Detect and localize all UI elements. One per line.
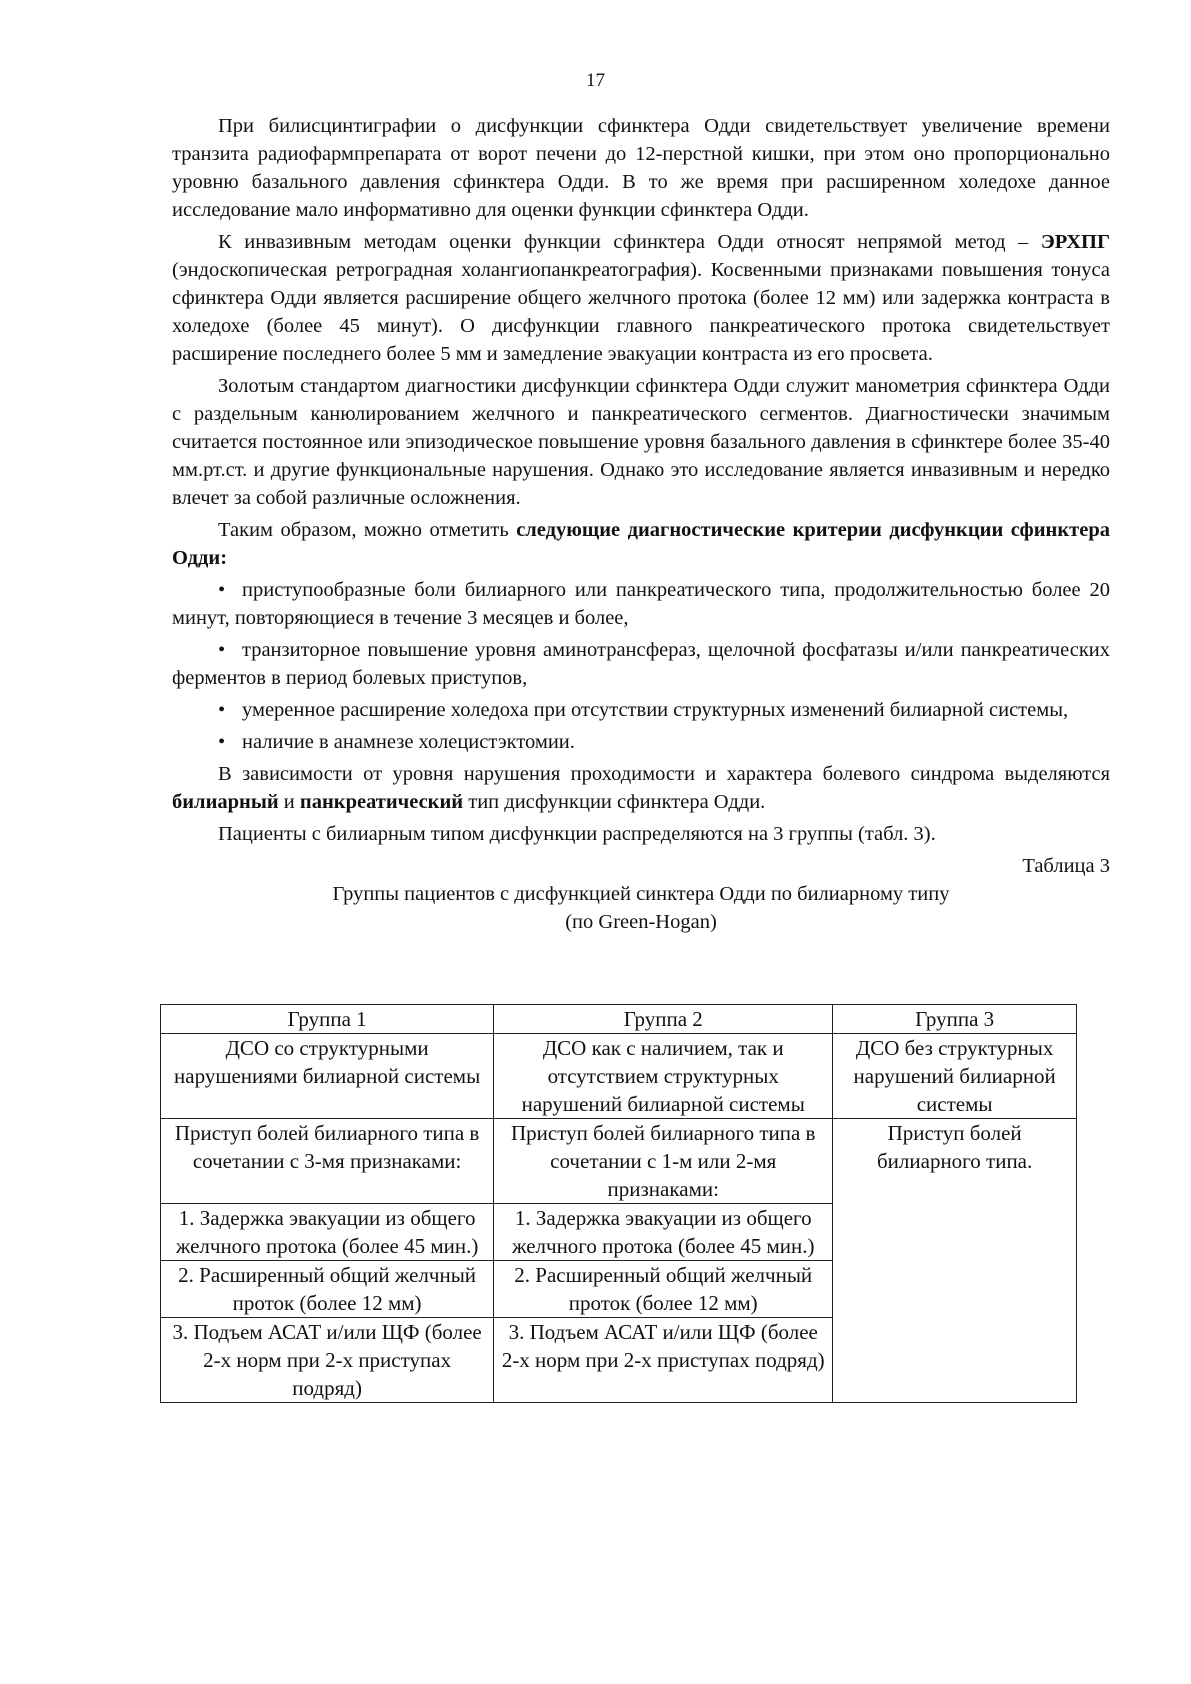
ercp-term: ЭРХПГ — [1040, 231, 1110, 253]
table-row — [161, 1119, 1077, 1204]
list-item — [172, 728, 1110, 756]
paragraph-groups: Пациенты с билиарным типом дисфункции распределяются на 3 группы (табл. 3). — [218, 823, 936, 845]
paragraph-types-b: тип дисфункции сфинктера Одди. — [468, 791, 766, 813]
table-cell: 2. Расширенный общий желчный проток (более 12 мм) — [494, 1261, 833, 1318]
table-cell: 1. Задержка эвакуации из общего желчного протока (более 45 мин.) — [494, 1204, 833, 1261]
biliary-term: билиарный — [172, 791, 279, 813]
table-cell: 3. Подъем АСАТ и/или ЩФ (более 2-х норм при 2-х приступах подряд) — [494, 1318, 833, 1403]
header-group-3: Группа 3 — [833, 1005, 1077, 1034]
bullet-icon: • — [218, 639, 226, 661]
and-word: и — [283, 791, 295, 813]
paragraph-criteria — [172, 516, 1110, 572]
table-cell: ДСО без структурных нарушений билиарной системы — [833, 1034, 1077, 1119]
table-cell: Приступ болей билиарного типа в сочетании с 3-мя признаками: — [161, 1119, 494, 1204]
bullet-text: наличие в анамнезе холецистэктомии. — [242, 731, 575, 753]
bullet-icon: • — [218, 699, 226, 721]
bullet-text: приступообразные боли билиарного или панкреатического типа, продолжительностью более 20 минут, повторяющиеся в течение 3 месяцев и более, — [172, 579, 1110, 629]
table-row — [161, 1034, 1077, 1119]
pancreatic-term: панкреатический — [299, 791, 464, 813]
bullet-text: транзиторное повышение уровня аминотрансфераз, щелочной фосфатазы и/или панкреатических ферментов в период болевых приступов, — [172, 639, 1110, 689]
table-header-row — [161, 1005, 1077, 1034]
table-cell: 1. Задержка эвакуации из общего желчного протока (более 45 мин.) — [161, 1204, 494, 1261]
paragraph-invasive — [172, 228, 1110, 368]
table-cell: Приступ болей билиарного типа в сочетании с 1-м или 2-мя признаками: — [494, 1119, 833, 1204]
paragraph-invasive-b: (эндоскопическая ретроградная холангиопанкреатография). Косвенными признаками повышения тонуса сфинктера Одди является расширение общего желчного протока (более 12 мм) или задержка контраста в холедохе (более 45 минут). О дисфункции главного панкреатического протока свидетельствует расширение последнего более 5 мм и замедление эвакуации контраста из его просвета. — [172, 259, 1110, 365]
groups-table — [160, 1004, 1077, 1403]
table-caption: Таблица 3 — [1022, 855, 1110, 877]
list-item — [172, 696, 1110, 724]
table-subtitle: (по Green-Hogan) — [565, 911, 717, 933]
table-cell: ДСО как с наличием, так и отсутствием структурных нарушений билиарной системы — [494, 1034, 833, 1119]
table-cell: ДСО со структурными нарушениями билиарной системы — [161, 1034, 494, 1119]
paragraph-criteria-a: Таким образом, можно отметить — [218, 519, 509, 541]
paragraph-bilisc: При билисцинтиграфии о дисфункции сфинктера Одди свидетельствует увеличение времени транзита радиофармпрепарата от ворот печени до 12-перстной кишки, при этом оно пропорционально уровню базального давления сфинктера Одди. В то же время при расширенном холедохе данное исследование мало информативно для оценки функции сфинктера Одди. — [172, 115, 1110, 221]
table-cell: 3. Подъем АСАТ и/или ЩФ (более 2-х норм при 2-х приступах подряд) — [161, 1318, 494, 1403]
paragraph-types — [172, 760, 1110, 816]
list-item — [172, 636, 1110, 692]
bullet-icon: • — [218, 731, 226, 753]
paragraph-invasive-a: К инвазивным методам оценки функции сфинктера Одди относят непрямой метод – — [218, 231, 1029, 253]
table-title: Группы пациентов с дисфункцией синктера Одди по билиарному типу — [332, 883, 950, 905]
paragraph-types-a: В зависимости от уровня нарушения проходимости и характера болевого синдрома выделяются — [218, 763, 1110, 785]
bullet-icon: • — [218, 579, 226, 601]
criteria-heading: следующие диагностические критерии дисфункции сфинктера Одди: — [172, 519, 1110, 569]
header-group-1: Группа 1 — [161, 1005, 494, 1034]
list-item — [172, 576, 1110, 632]
table-cell: Приступ болей билиарного типа. — [833, 1119, 1077, 1403]
body-text — [172, 112, 1110, 936]
bullet-text: умеренное расширение холедоха при отсутствии структурных изменений билиарной системы, — [242, 699, 1069, 721]
paragraph-manometry: Золотым стандартом диагностики дисфункции сфинктера Одди служит манометрия сфинктера Одди с раздельным канюлированием желчного и панкреатического сегментов. Диагностически значимым считается постоянное или эпизодическое повышение уровня базального давления в сфинктере более 35-40 мм.рт.ст. и другие функциональные нарушения. Однако это исследование является инвазивным и нередко влечет за собой различные осложнения. — [172, 375, 1110, 509]
table-cell: 2. Расширенный общий желчный проток (более 12 мм) — [161, 1261, 494, 1318]
page-number: 17 — [586, 70, 605, 91]
header-group-2: Группа 2 — [494, 1005, 833, 1034]
